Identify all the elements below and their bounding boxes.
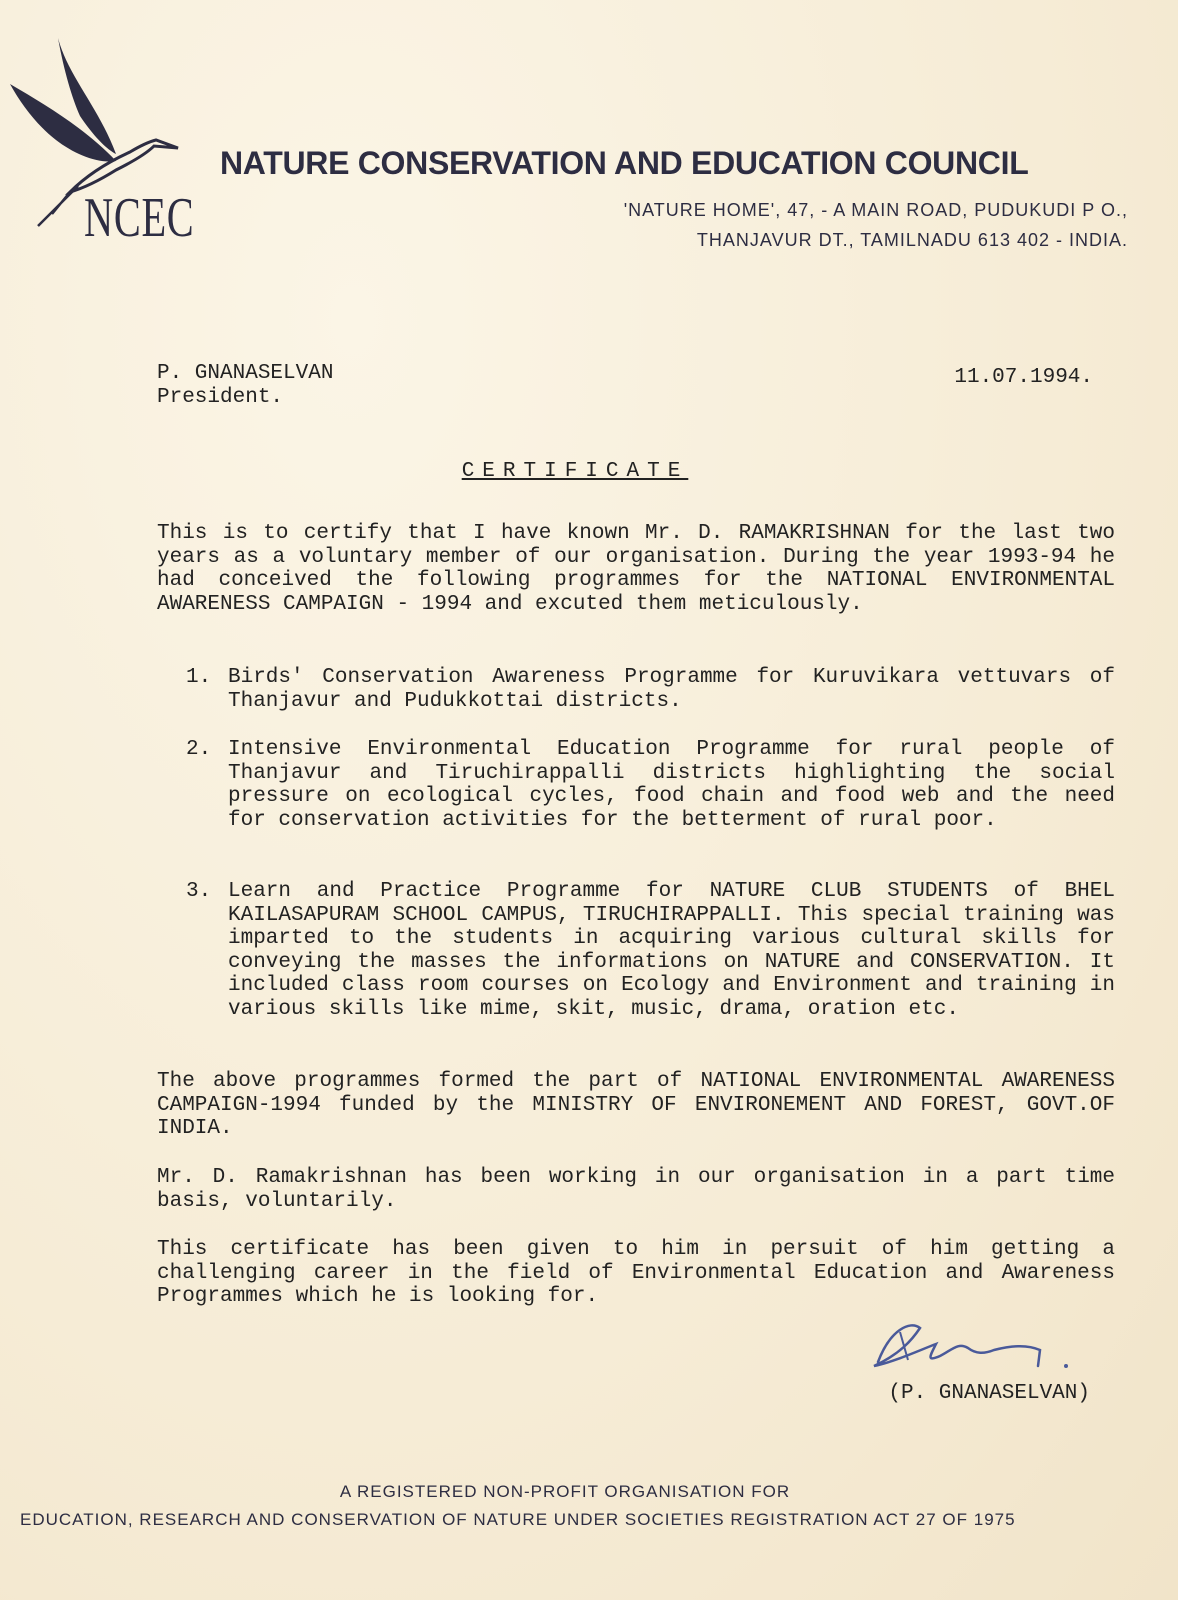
- letter-date: 11.07.1994.: [954, 366, 1093, 389]
- funding-paragraph: The above programmes formed the part of NATIONAL ENVIRONMENTAL AWARENESS CAMPAIGN-1994 funded by the MINISTRY OF ENVIRONEMENT AND FOREST, GOVT.OF INDIA.: [157, 1070, 1115, 1140]
- programme-item: [186, 666, 1115, 713]
- sender-name: P. GNANASELVAN: [157, 362, 334, 385]
- sender-block: [157, 362, 333, 410]
- sender-title: President.: [157, 386, 284, 409]
- programme-item: [186, 880, 1115, 1021]
- programme-number: 3.: [186, 880, 212, 903]
- handwritten-signature: [860, 1310, 1080, 1385]
- ncec-logo: [8, 36, 198, 249]
- address-line-1: 'NATURE HOME', 47, - A MAIN ROAD, PUDUKUDI P O.,: [623, 200, 1128, 220]
- purpose-paragraph: This certificate has been given to him in persuit of him getting a challenging career in the field of Environmental Education and Awareness Programmes which he is looking for.: [157, 1238, 1115, 1308]
- organization-name: NATURE CONSERVATION AND EDUCATION COUNCIL: [220, 145, 1029, 181]
- programme-text: Birds' Conservation Awareness Programme for Kuruvikara vettuvars of Thanjavur and Pudukkottai districts.: [228, 666, 1115, 713]
- parttime-paragraph: Mr. D. Ramakrishnan has been working in our organisation in a part time basis, voluntarily.: [157, 1166, 1115, 1213]
- programme-number: 2.: [186, 738, 212, 761]
- intro-paragraph: This is to certify that I have known Mr. D. RAMAKRISHNAN for the last two years as a voluntary member of our organisation. During the year 1993-94 he had conceived the following programmes for the NATIONAL ENVIRONMENTAL AWARENESS CAMPAIGN - 1994 and excuted them meticulously.: [157, 522, 1115, 616]
- footer-line-1: A REGISTERED NON-PROFIT ORGANISATION FOR: [339, 1482, 791, 1501]
- programme-item: [186, 738, 1115, 832]
- address-line-2: THANJAVUR DT., TAMILNADU 613 402 - INDIA.: [696, 230, 1128, 250]
- certificate-heading: CERTIFICATE: [461, 460, 689, 483]
- signer-name: (P. GNANASELVAN): [888, 1382, 1090, 1405]
- footer-line-2: EDUCATION, RESEARCH AND CONSERVATION OF NATURE UNDER SOCIETIES REGISTRATION ACT 27 OF 1975: [20, 1510, 1016, 1529]
- logo-text: NCEC: [84, 187, 195, 249]
- programme-text: Learn and Practice Programme for NATURE CLUB STUDENTS of BHEL KAILASAPURAM SCHOOL CAMPUS, TIRUCHIRAPPALLI. This special training was imparted to the students in acquiring various cultural skills for conveying the masses the informations on NATURE and CONSERVATION. It included class room courses on Ecology and Environment and training in various skills like mime, skit, music, drama, oration etc.: [228, 880, 1115, 1021]
- programme-text: Intensive Environmental Education Programme for rural people of Thanjavur and Tiruchirappalli districts highlighting the social pressure on ecological cycles, food chain and food web and the need for conservation activities for the betterment of rural poor.: [228, 738, 1115, 832]
- programme-number: 1.: [186, 666, 212, 689]
